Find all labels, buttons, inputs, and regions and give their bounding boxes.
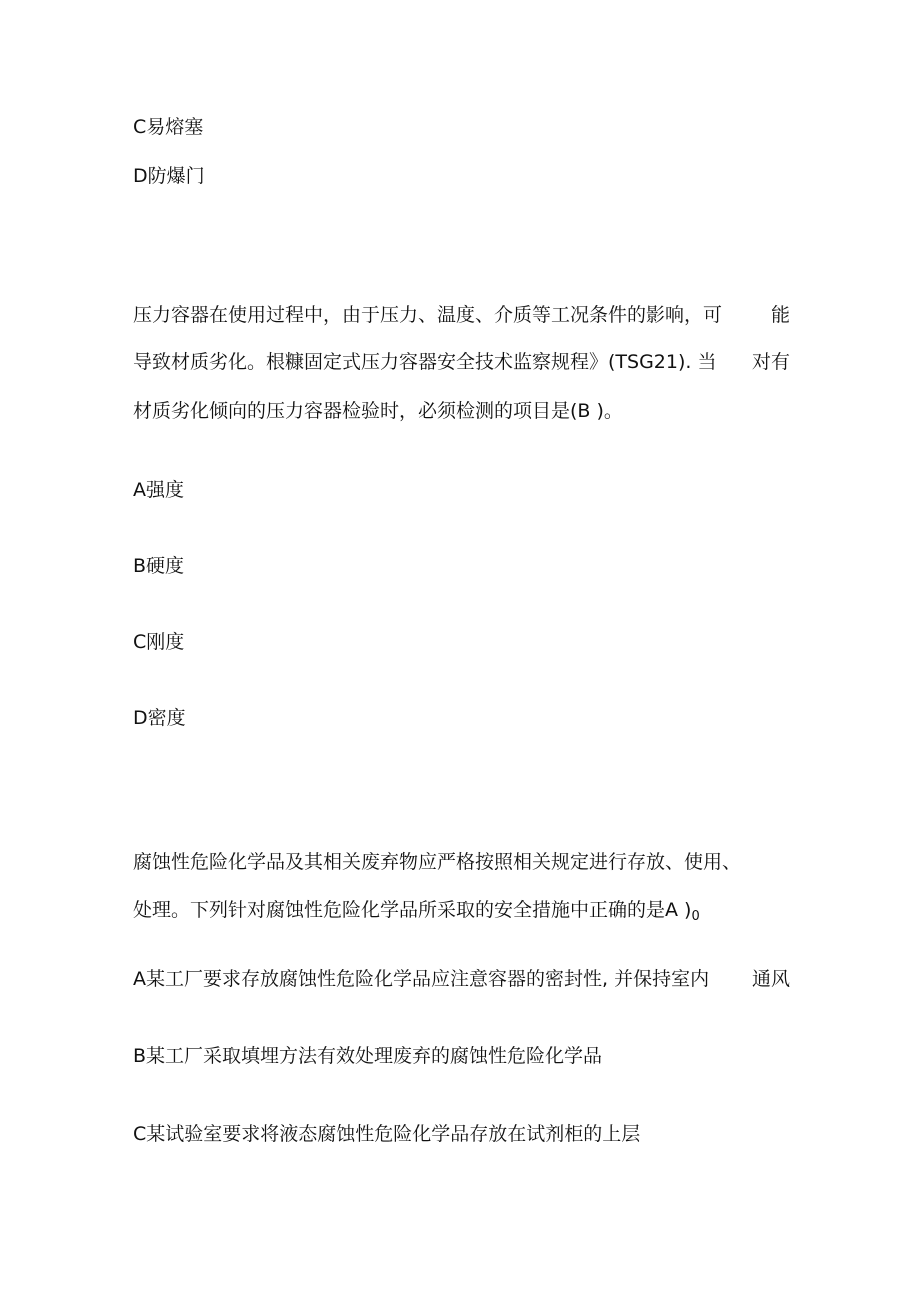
- question-2-option-c: C刚度: [133, 631, 185, 653]
- question-2-line-1-tail: 能: [770, 304, 790, 326]
- question-3-line-1: 腐蚀性危险化学品及其相关废弃物应严格按照相关规定进行存放、使用、: [133, 851, 742, 873]
- question-2-line-1: [133, 303, 790, 327]
- question-3-option-a-text: A某工厂要求存放腐蚀性危险化学品应注意容器的密封性, 并保持室内: [133, 968, 710, 990]
- question-2-option-b: B硬度: [133, 555, 185, 577]
- question-3-line-2: [133, 898, 700, 929]
- question-2-line-2: [133, 350, 790, 374]
- question-3-option-a: [133, 967, 790, 991]
- question-2-option-d: D密度: [133, 707, 186, 729]
- question-3-option-b: B某工厂采取填埋方法有效处理废弃的腐蚀性危险化学品: [133, 1045, 603, 1067]
- question-2-option-a: A强度: [133, 479, 184, 501]
- question-2-line-2-tail: 对有: [751, 351, 790, 373]
- question-2-line-3: 材质劣化倾向的压力容器检验时，必须检测的项目是(B )。: [133, 400, 623, 422]
- question-3-line-2-text: 处理。下列针对腐蚀性危险化学品所采取的安全措施中正确的是A ): [133, 899, 692, 921]
- question-2-line-1-text: 压力容器在使用过程中，由于压力、温度、介质等工况条件的影响，可: [133, 304, 723, 326]
- question-3-option-c: C某试验室要求将液态腐蚀性危险化学品存放在试剂柜的上层: [133, 1123, 641, 1145]
- question-2-line-2-text: 导致材质劣化。根糠固定式压力容器安全技术监察规程》(TSG21). 当: [133, 351, 717, 373]
- prev-option-d: D防爆门: [133, 165, 205, 187]
- question-3-line-2-subscript: 0: [691, 909, 700, 924]
- question-3-option-a-tail: 通风: [751, 968, 790, 990]
- prev-option-c: C易熔塞: [133, 116, 204, 138]
